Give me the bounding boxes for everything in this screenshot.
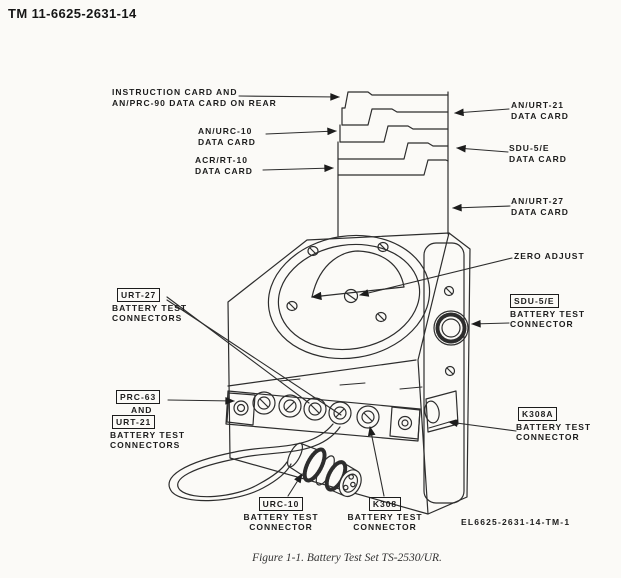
- meter-face: [259, 224, 438, 370]
- callout-text-line: BATTERY TEST: [112, 302, 188, 313]
- callout-text-line: DATA CARD: [511, 110, 569, 121]
- battery-test-connectors: [253, 392, 379, 428]
- callout-text-line: CONNECTOR: [353, 522, 417, 532]
- callout-text-line: BATTERY TEST: [110, 429, 186, 440]
- test-set-body: [169, 224, 470, 514]
- callout-text-line: BATTERY TEST: [516, 421, 592, 432]
- callout-urc-10-connector: [237, 497, 325, 533]
- callout-text-line: INSTRUCTION CARD AND: [112, 87, 238, 97]
- callout-text-line: AN/URT-27: [511, 196, 564, 206]
- callout-text-line: DATA CARD: [511, 206, 569, 217]
- callout-box: K308: [369, 497, 401, 511]
- meter-window-arc: [312, 251, 404, 297]
- callout-text-line: ACR/RT-10: [195, 155, 248, 165]
- callout-box: SDU-5/E: [510, 294, 559, 308]
- callout-text-line: BATTERY TEST: [510, 308, 586, 319]
- callout-acr-rt-10-card: [195, 155, 253, 176]
- tm-number: TM 11-6625-2631-14: [8, 6, 137, 21]
- callout-sdu-5e-card: [509, 143, 567, 164]
- callout-box: URC-10: [259, 497, 304, 511]
- callout-box: URT-27: [117, 288, 160, 302]
- callout-text-line: AN/URC-10: [198, 126, 253, 136]
- figure-caption: Figure 1-1. Battery Test Set TS-2530/UR.: [252, 552, 442, 564]
- callout-box: PRC-63: [116, 390, 160, 404]
- callout-text-line: BATTERY TEST: [347, 511, 423, 522]
- callout-text-line: CONNECTORS: [110, 440, 181, 450]
- callout-text-line: ZERO ADJUST: [514, 251, 585, 261]
- callout-text-line: CONNECTOR: [510, 319, 574, 329]
- urc-10-plug: [283, 438, 367, 503]
- data-card-stack: [338, 92, 448, 236]
- callout-urt-27-connectors: [112, 288, 187, 324]
- callout-k308a-connector: [516, 407, 591, 443]
- callout-text-line: DATA CARD: [509, 153, 567, 164]
- callout-an-urc-10-card: [198, 126, 256, 147]
- callout-text-line: CONNECTOR: [516, 432, 580, 442]
- bezel-screws: [287, 243, 388, 322]
- callout-sdu-5e-connector: [510, 294, 585, 330]
- callout-text-line: AND: [131, 404, 153, 415]
- callout-k308-connector: [341, 497, 429, 533]
- callout-an-urt-27-card: [511, 196, 569, 217]
- callout-zero-adjust: [514, 251, 585, 262]
- callout-text-line: SDU-5/E: [509, 143, 550, 153]
- callout-text-line: BATTERY TEST: [243, 511, 319, 522]
- callout-text-line: DATA CARD: [195, 165, 253, 176]
- callout-text-line: AN/PRC-90 DATA CARD ON REAR: [112, 97, 277, 108]
- callout-instruction-card: [112, 87, 277, 108]
- callout-text-line: AN/URT-21: [511, 100, 564, 110]
- callout-text-line: CONNECTOR: [249, 522, 313, 532]
- drawing-number: EL6625-2631-14-TM-1: [461, 517, 571, 527]
- k308a-opening: [426, 391, 458, 432]
- callout-prc63-urt21-connectors: [110, 390, 185, 451]
- test-cable: [169, 424, 340, 501]
- callout-text-line: CONNECTORS: [112, 313, 183, 323]
- callout-box: URT-21: [112, 415, 155, 429]
- callout-box: K308A: [518, 407, 557, 421]
- side-plate: [423, 243, 468, 503]
- callout-text-line: DATA CARD: [198, 136, 256, 147]
- callout-an-urt-21-card: [511, 100, 569, 121]
